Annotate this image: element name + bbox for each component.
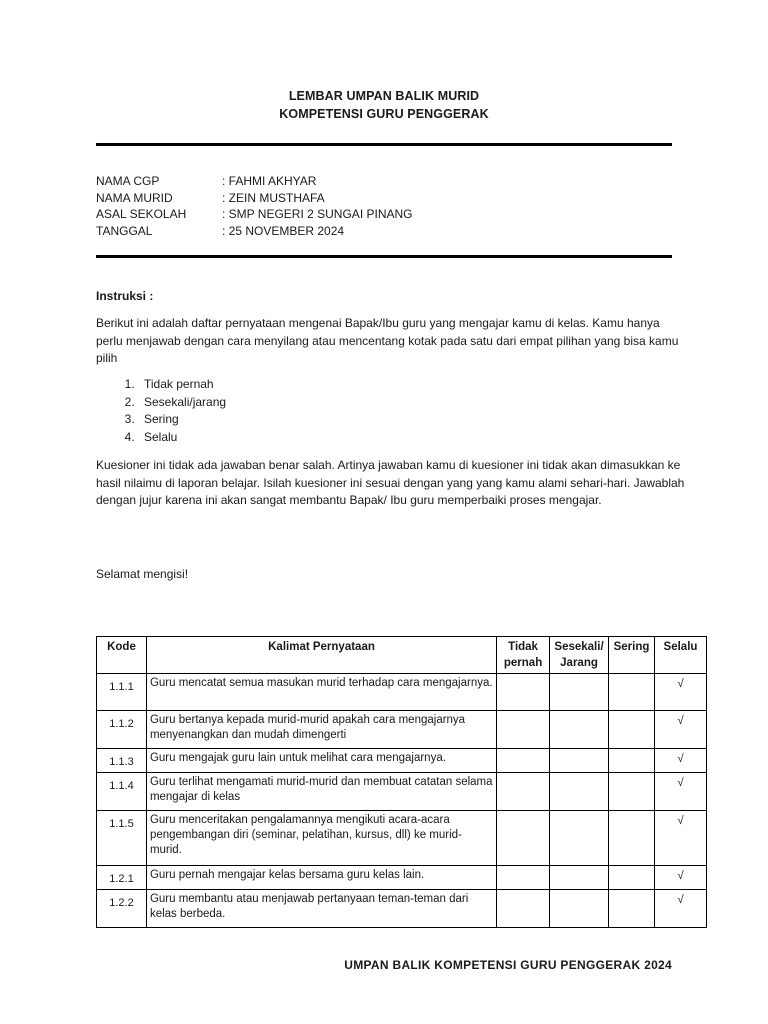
answer-cell-always[interactable]: √ — [655, 749, 707, 773]
row-code: 1.1.4 — [97, 773, 147, 811]
answer-cell-never[interactable] — [497, 749, 550, 773]
header-always: Selalu — [655, 637, 707, 674]
answer-options-list — [96, 376, 226, 446]
answer-cell-never[interactable] — [497, 674, 550, 711]
answer-cell-always[interactable]: √ — [655, 711, 707, 749]
row-code: 1.1.1 — [97, 674, 147, 711]
row-statement: Guru mengajak guru lain untuk melihat cara mengajarnya. — [146, 749, 496, 773]
answer-cell-sometimes[interactable] — [550, 749, 609, 773]
info-block — [96, 173, 413, 239]
answer-cell-sometimes[interactable] — [550, 674, 609, 711]
row-code: 1.1.3 — [97, 749, 147, 773]
bottom-divider — [96, 255, 672, 258]
answer-cell-never[interactable] — [497, 866, 550, 890]
table-row — [97, 749, 707, 773]
row-code: 1.2.2 — [97, 890, 147, 928]
table-header-row — [97, 637, 707, 674]
table-row — [97, 711, 707, 749]
row-code: 1.2.1 — [97, 866, 147, 890]
row-statement: Guru pernah mengajar kelas bersama guru kelas lain. — [146, 866, 496, 890]
answer-cell-always[interactable]: √ — [655, 890, 707, 928]
answer-cell-sometimes[interactable] — [550, 711, 609, 749]
option-often: 3. Sering — [138, 411, 226, 429]
header-often: Sering — [609, 637, 655, 674]
header-never: Tidak pernah — [497, 637, 550, 674]
answer-cell-sometimes[interactable] — [550, 811, 609, 866]
row-statement: Guru bertanya kepada murid-murid apakah cara mengajarnya menyenangkan dan mudah dimengerti — [146, 711, 496, 749]
instructions-paragraph-1: Berikut ini adalah daftar pernyataan mengenai Bapak/Ibu guru yang mengajar kamu di kelas. Kamu hanya perlu menjawab dengan cara menyilang atau mencentang kotak pada satu dari empat pilihan yang bisa kamu pilih — [96, 316, 679, 365]
answer-cell-always[interactable]: √ — [655, 674, 707, 711]
answer-cell-sometimes[interactable] — [550, 890, 609, 928]
row-statement: Guru terlihat mengamati murid-murid dan membuat catatan selama mengajar di kelas — [146, 773, 496, 811]
table-row — [97, 674, 707, 711]
instructions-paragraph-2: Kuesioner ini tidak ada jawaban benar salah. Artinya jawaban kamu di kuesioner ini tidak akan dimasukkan ke hasil nilaimu di laporan belajar. Isilah kuesioner ini sesuai dengan yang yang kamu alami sehari-hari. Jawablah dengan jujur karena ini akan sangat membantu Bapak/ Ibu guru memperbaiki proses mengajar. — [96, 458, 685, 507]
table-row — [97, 773, 707, 811]
info-row-date — [96, 223, 413, 240]
info-label: NAMA MURID — [96, 190, 173, 205]
info-value: : SMP NEGERI 2 SUNGAI PINANG — [222, 207, 413, 221]
answer-cell-sometimes[interactable] — [550, 866, 609, 890]
row-code: 1.1.5 — [97, 811, 147, 866]
info-label: ASAL SEKOLAH — [96, 207, 187, 221]
row-code: 1.1.2 — [97, 711, 147, 749]
row-statement: Guru menceritakan pengalamannya mengikuti acara-acara pengembangan diri (seminar, pelatihan, kursus, dll) ke murid-murid. — [146, 811, 496, 866]
header-sometimes: Sesekali/ Jarang — [550, 637, 609, 674]
answer-cell-sometimes[interactable] — [550, 773, 609, 811]
answer-cell-often[interactable] — [609, 711, 655, 749]
answer-cell-always[interactable]: √ — [655, 811, 707, 866]
answer-cell-often[interactable] — [609, 773, 655, 811]
answer-cell-never[interactable] — [497, 711, 550, 749]
info-row-cgp — [96, 173, 413, 190]
answer-cell-never[interactable] — [497, 811, 550, 866]
table-row — [97, 866, 707, 890]
table-row — [97, 811, 707, 866]
info-row-student — [96, 190, 413, 207]
instructions-heading: Instruksi : — [96, 289, 154, 303]
answer-cell-often[interactable] — [609, 674, 655, 711]
header-code: Kode — [97, 637, 147, 674]
info-value: : ZEIN MUSTHAFA — [222, 190, 325, 205]
document-subtitle: KOMPETENSI GURU PENGGERAK — [279, 107, 489, 121]
info-value: : 25 NOVEMBER 2024 — [222, 223, 345, 238]
closing-text: Selamat mengisi! — [96, 567, 189, 581]
option-sometimes: 2. Sesekali/jarang — [138, 394, 226, 412]
answer-cell-always[interactable]: √ — [655, 773, 707, 811]
answer-cell-always[interactable]: √ — [655, 866, 707, 890]
info-value: : FAHMI AKHYAR — [222, 174, 317, 188]
document-title: LEMBAR UMPAN BALIK MURID — [288, 89, 480, 103]
row-statement: Guru mencatat semua masukan murid terhadap cara mengajarnya. — [146, 674, 496, 711]
info-row-school — [96, 206, 413, 223]
answer-cell-often[interactable] — [609, 749, 655, 773]
questionnaire-table — [96, 636, 707, 928]
header-statement: Kalimat Pernyataan — [146, 637, 496, 674]
option-never: 1. Tidak pernah — [138, 376, 226, 394]
row-statement: Guru membantu atau menjawab pertanyaan teman-teman dari kelas berbeda. — [146, 890, 496, 928]
info-label: NAMA CGP — [96, 174, 160, 188]
top-divider — [96, 143, 672, 146]
answer-cell-often[interactable] — [609, 890, 655, 928]
answer-cell-often[interactable] — [609, 866, 655, 890]
info-label: TANGGAL — [96, 223, 153, 238]
table-row — [97, 890, 707, 928]
answer-cell-never[interactable] — [497, 890, 550, 928]
answer-cell-never[interactable] — [497, 773, 550, 811]
answer-cell-often[interactable] — [609, 811, 655, 866]
option-always: 4. Selalu — [138, 429, 226, 447]
page-footer: UMPAN BALIK KOMPETENSI GURU PENGGERAK 2024 — [344, 958, 672, 972]
